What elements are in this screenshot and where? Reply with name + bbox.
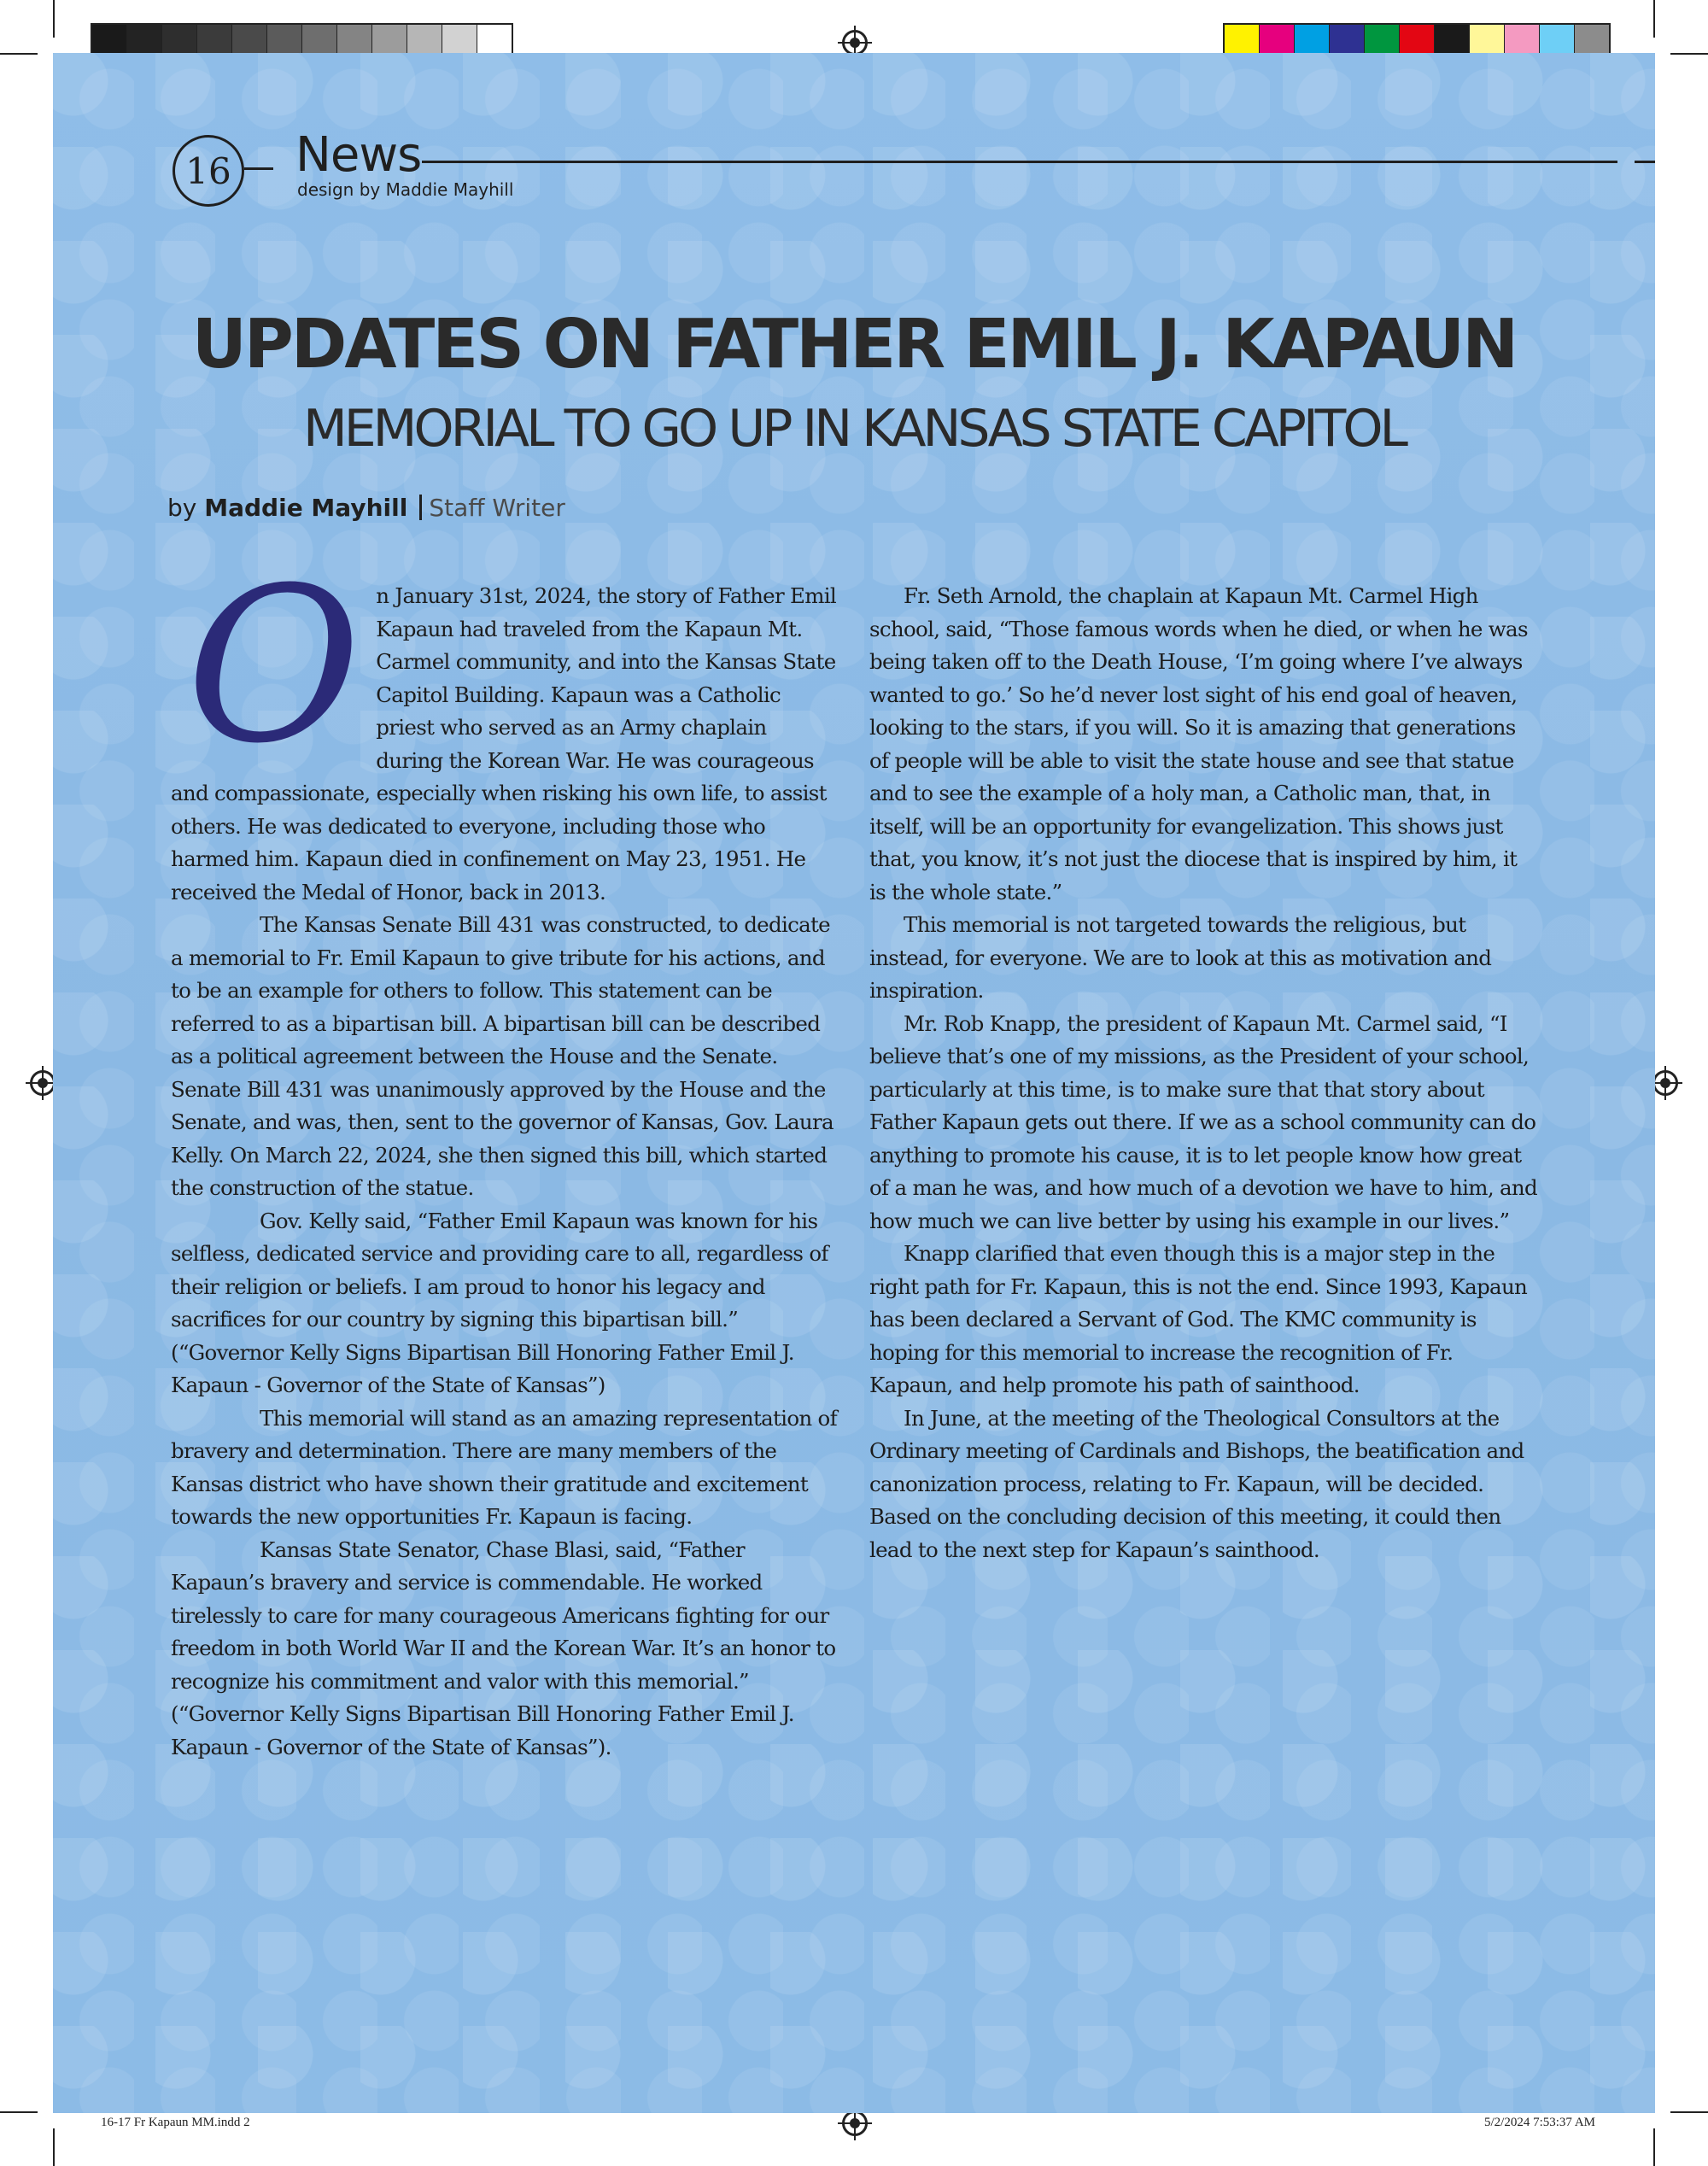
article-subheadline: MEMORIAL TO GO UP IN KANSAS STATE CAPITOL [302, 399, 1405, 459]
article-headline: UPDATES ON FATHER EMIL J. KAPAUN [191, 305, 1517, 383]
indesign-file-label: 16-17 Fr Kapaun MM.indd 2 [101, 2116, 250, 2129]
paragraph-text: n January 31st, 2024, the story of Father Emil Kapaun had traveled from the Kapaun Mt. Carmel community, and into the Kansas State Capitol Building. Kapaun was a Catholic priest who served as an Army chaplain during the Korean War. He was courageous and compassionate, especially when risking his own life, to assist others. He was dedicated to everyone, including those who harmed him. Kapaun died in confinement on May 23, 1951. He received the Medal of Honor, back in 2013. [171, 583, 837, 904]
section-title: News [295, 127, 422, 183]
article-paragraph: The Kansas Senate Bill 431 was constructed, to dedicate a memorial to Fr. Emil Kapaun to give tribute for his actions, and to be an example for others to follow. This statement can be referred to as a bipartisan bill. A bipartisan bill can be described as a political agreement between the House and the Senate. Senate Bill 431 was unanimously approved by the House and the Senate, and was, then, sent to the governor of Kansas, Gov. Laura Kelly. On March 22, 2024, she then signed this bill, which started the construction of the statue. [171, 912, 834, 1200]
article-paragraph: This memorial is not targeted towards the religious, but instead, for everyone. We are to look at this as motivation and inspiration. [869, 912, 1492, 1003]
article-paragraph: Fr. Seth Arnold, the chaplain at Kapaun Mt. Carmel High school, said, “Those famous words when he died, or when he was being taken off to the Death House, ‘I’m going where I’ve always wanted to go.’ So he’d never lost sight of his end goal of heaven, looking to the stars, if you will. So it is amazing that generations of people will be able to visit the state house and see that statue and to see the example of a holy man, a Catholic man, that, in itself, will be an opportunity for evangelization. This shows just that, you know, it’s not just the diocese that is inspired by him, it is the whole state.” [869, 583, 1528, 904]
registration-mark-bottom [842, 2110, 868, 2136]
header-rule [422, 161, 1617, 163]
article-paragraph: Kansas State Senator, Chase Blasi, said, “Father Kapaun’s bravery and service is commendable. He worked tirelessly to care for many courageous Americans fighting for our freedom in both World War II and the Korean War. It’s an honor to recognize his commitment and valor with this memorial.” (“Governor Kelly Signs Bipartisan Bill Honoring Father Emil J. Kapaun - Governor of the State of Kansas”). [171, 1537, 836, 1759]
magazine-page [53, 53, 1655, 2113]
article-paragraph: Knapp clarified that even though this is a major step in the right path for Fr. Kapaun, this is not the end. Since 1993, Kapaun has been declared a Servant of God. The KMC community is hoping for this memorial to increase the recognition of Fr. Kapaun, and help promote his path of sainthood. [869, 1241, 1528, 1397]
crop-mark [53, 0, 55, 38]
article-column-right [869, 580, 1537, 1566]
crop-mark [1670, 2111, 1708, 2113]
crop-mark [1670, 53, 1708, 55]
byline-role: Staff Writer [429, 494, 565, 522]
byline-author: Maddie Mayhill [204, 494, 408, 522]
article-paragraph [171, 542, 839, 909]
byline [167, 494, 565, 522]
crop-mark [53, 2128, 55, 2166]
article-paragraph: In June, at the meeting of the Theological Consultors at the Ordinary meeting of Cardinals and Bishops, the beatification and canonization process, relating to Fr. Kapaun, will be decided. Based on the concluding decision of this meeting, it could then lead to the next step for Kapaun’s sainthood. [869, 1405, 1524, 1562]
article-column-left [171, 542, 839, 1764]
crop-mark [1653, 0, 1655, 38]
drop-cap: O [186, 542, 361, 790]
article-paragraph: This memorial will stand as an amazing representation of bravery and determination. There are many members of the Kansas district who have shown their gratitude and excitement towards the new opportunities Fr. Kapaun is facing. [171, 1405, 837, 1529]
article-paragraph: Gov. Kelly said, “Father Emil Kapaun was known for his selfless, dedicated service and providing care to all, regardless of their religion or beliefs. I am proud to honor his legacy and sacrifices for our country by signing this bipartisan bill.” (“Governor Kelly Signs Bipartisan Bill Honoring Father Emil J. Kapaun - Governor of the State of Kansas”) [171, 1208, 828, 1397]
design-credit: design by Maddie Mayhill [297, 179, 514, 200]
page-number: 16 [173, 135, 244, 207]
registration-mark-right [1652, 1070, 1678, 1096]
crop-mark [0, 2111, 38, 2113]
header-rule [244, 167, 273, 170]
article-paragraph: Mr. Rob Knapp, the president of Kapaun Mt. Carmel said, “I believe that’s one of my missions, as the President of your school, particularly at this time, is to make sure that that story about Father Kapaun gets out there. If we as a school community can do anything to promote his cause, it is to let people know how great of a man he was, and how much of a devotion we have to him, and how much we can live better by using his example in our lives.” [869, 1010, 1537, 1233]
byline-divider [419, 495, 422, 520]
print-timestamp: 5/2/2024 7:53:37 AM [1484, 2116, 1596, 2129]
byline-by: by [167, 494, 197, 522]
header-rule [1635, 161, 1655, 163]
crop-mark [0, 53, 38, 55]
registration-mark-top [842, 30, 868, 56]
registration-mark-left [30, 1070, 56, 1096]
crop-mark [1653, 2128, 1655, 2166]
